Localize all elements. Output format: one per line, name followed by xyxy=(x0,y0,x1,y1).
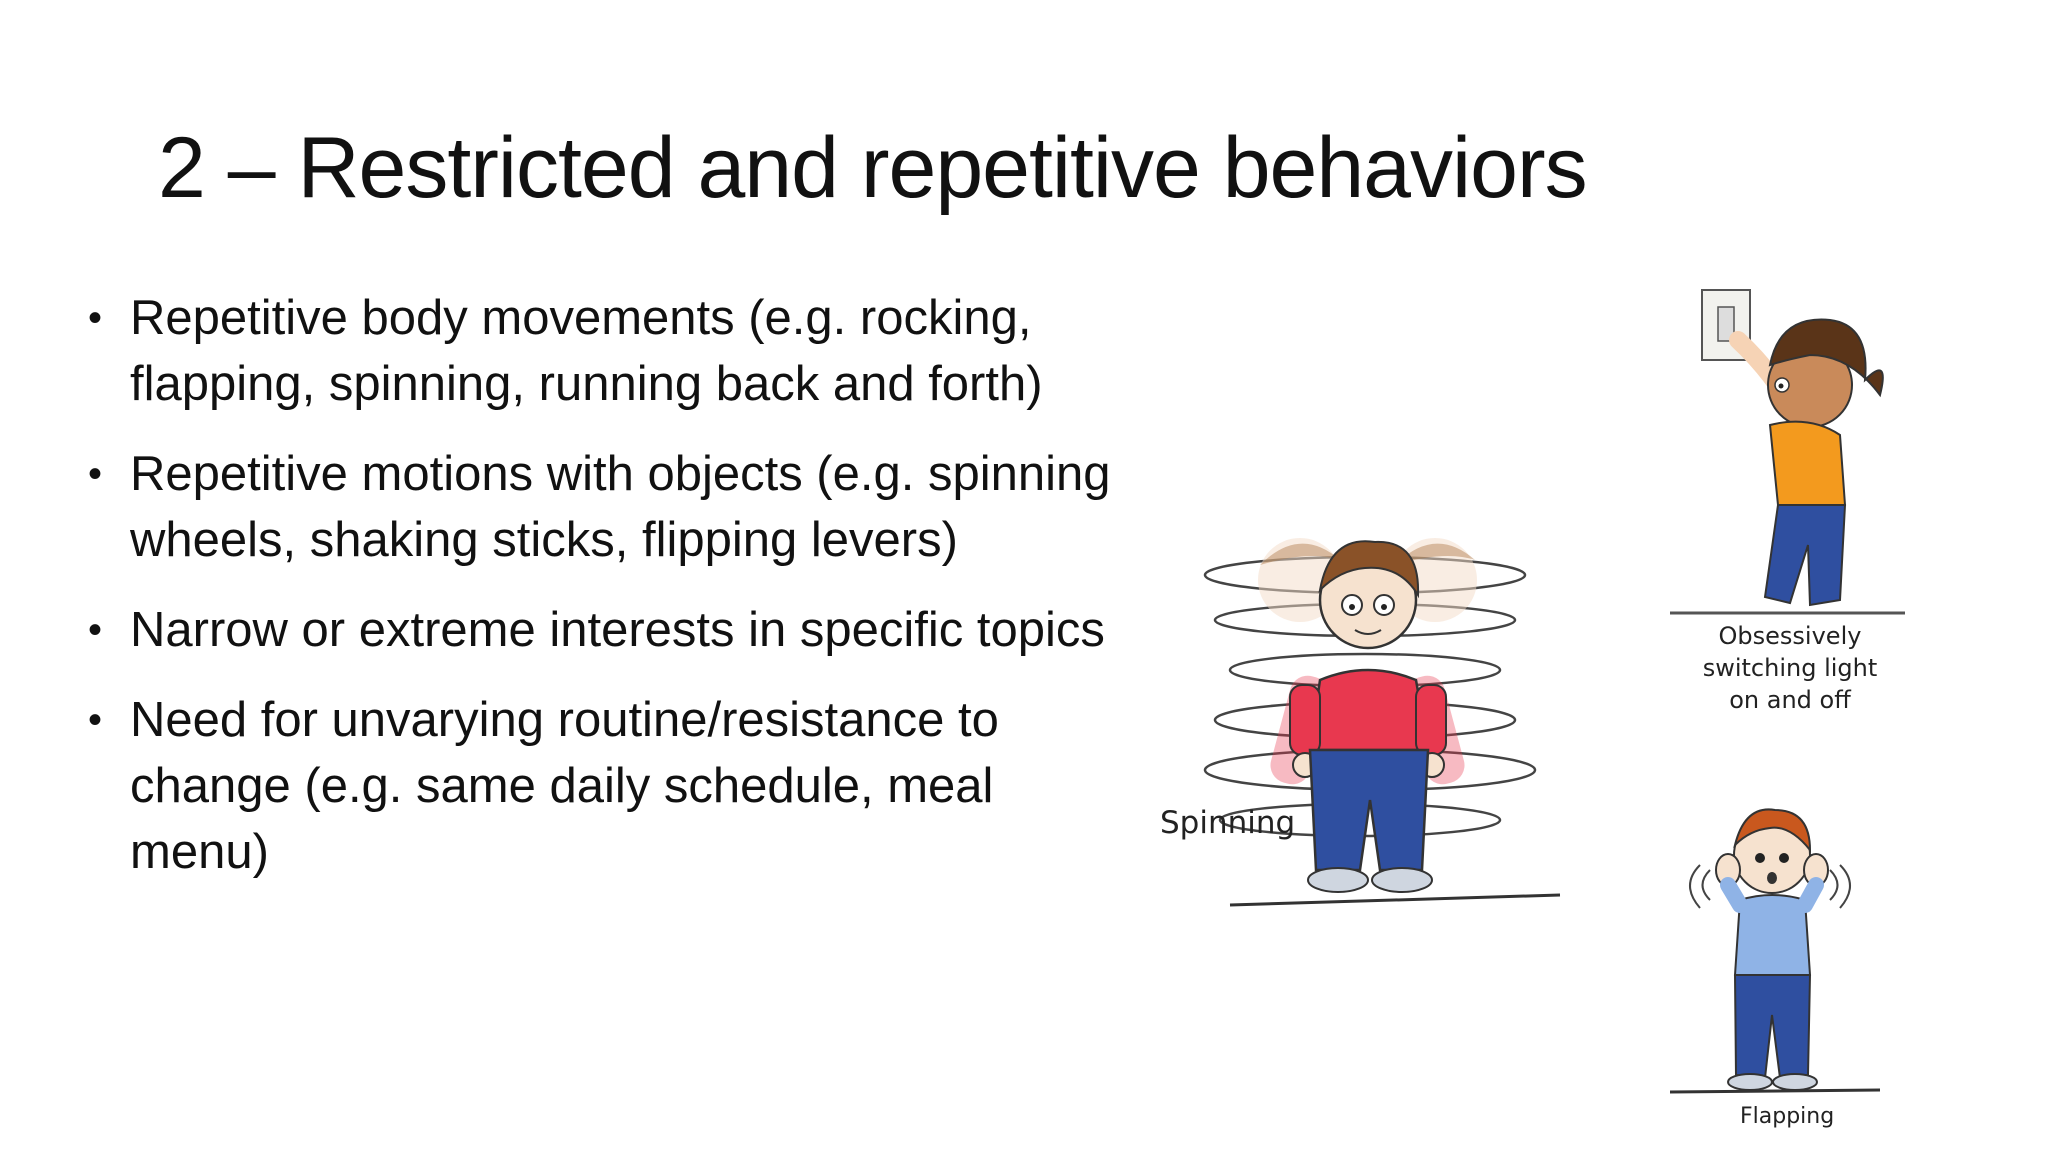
caption-line: Obsessively xyxy=(1718,622,1862,650)
bullet-dot-icon: • xyxy=(88,452,103,496)
spinning-child-illustration xyxy=(1160,520,1580,920)
caption-switching-light xyxy=(1660,620,1920,716)
bullet-item xyxy=(88,597,1128,663)
bullet-item xyxy=(88,441,1128,573)
caption-flapping: Flapping xyxy=(1740,1104,1835,1129)
slide-title: 2 – Restricted and repetitive behaviors xyxy=(158,120,1587,216)
light-switch-child-illustration xyxy=(1660,285,1920,625)
flapping-child-illustration xyxy=(1650,790,1900,1100)
bullet-dot-icon: • xyxy=(88,296,103,340)
bullet-dot-icon: • xyxy=(88,608,103,652)
bullet-item xyxy=(88,687,1128,885)
bullet-item xyxy=(88,285,1128,417)
bullet-text: Repetitive body movements (e.g. rocking, flapping, spinning, running back and forth) xyxy=(130,291,1043,411)
bullet-text: Repetitive motions with objects (e.g. spinning wheels, shaking sticks, flipping levers) xyxy=(130,447,1111,567)
bullet-text: Need for unvarying routine/resistance to change (e.g. same daily schedule, meal menu) xyxy=(130,693,999,879)
caption-line: switching light xyxy=(1702,654,1878,682)
caption-line: on and off xyxy=(1729,686,1851,714)
bullet-list xyxy=(88,285,1128,909)
caption-spinning: Spinning xyxy=(1160,805,1296,841)
bullet-text: Narrow or extreme interests in specific topics xyxy=(130,603,1105,657)
bullet-dot-icon: • xyxy=(88,698,103,742)
